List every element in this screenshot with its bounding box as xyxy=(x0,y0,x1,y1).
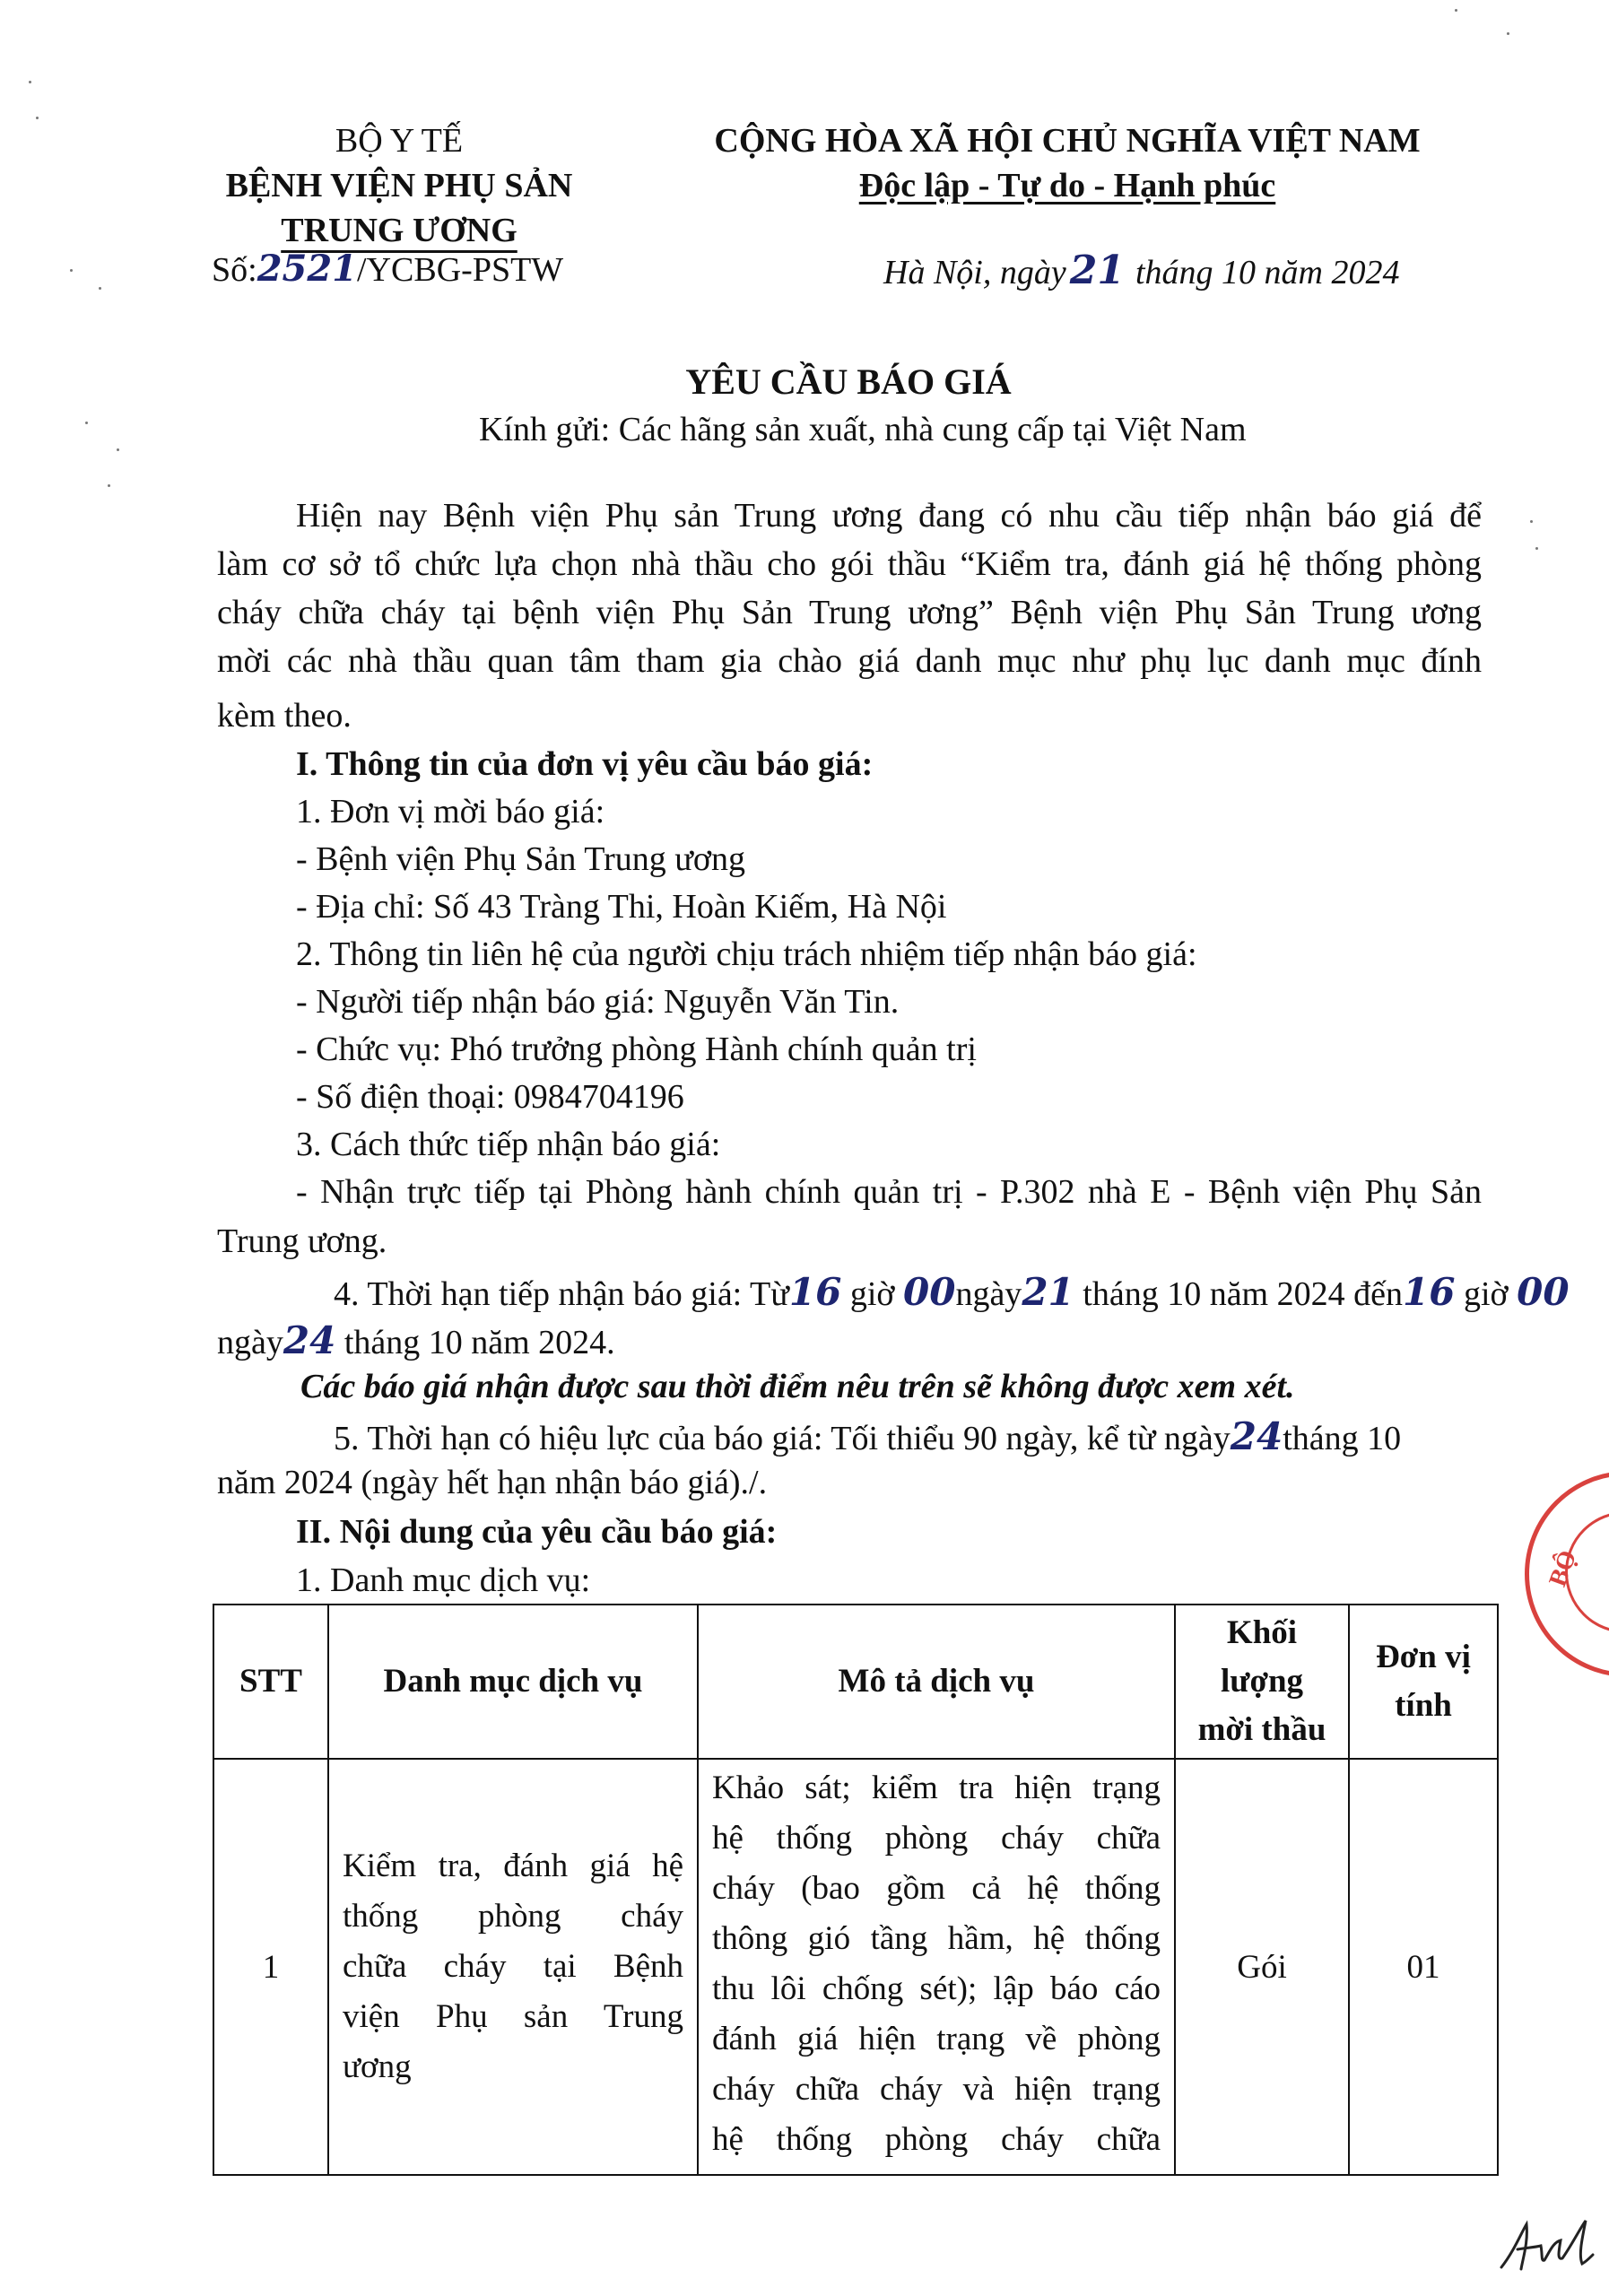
number-prefix: Số: xyxy=(212,251,257,289)
item4-hand-hour-to: 16 xyxy=(1402,1270,1456,1314)
item4-text-3: ngày xyxy=(955,1275,1022,1313)
row1-description-line: thông gió tầng hầm, hệ thống xyxy=(712,1920,1161,1957)
intro-line-2: làm cơ sở tổ chức lựa chọn nhà thầu cho gói thầu “Kiểm tra, đánh giá hệ thống phòng xyxy=(217,545,1482,583)
header-unit-line1: Đơn vị xyxy=(1376,1639,1471,1675)
document-number xyxy=(212,248,563,290)
section1-method-line2: Trung ương. xyxy=(217,1222,387,1260)
header-quantity-line1: Khối xyxy=(1226,1614,1298,1651)
intro-line-5: kèm theo. xyxy=(217,697,352,735)
header-left xyxy=(179,118,619,253)
header-quantity-line2: lượng xyxy=(1220,1663,1304,1700)
row1-description-line: thu lôi chống sét); lập báo cáo xyxy=(712,1970,1161,2007)
row1-service-line: chữa cháy tại Bệnh xyxy=(343,1948,683,1985)
row1-stt: 1 xyxy=(213,1759,328,2175)
item5-hand-day: 24 xyxy=(1230,1414,1283,1458)
intro-line-1: Hiện nay Bệnh viện Phụ sản Trung ương đang có nhu cầu tiếp nhận báo giá để xyxy=(296,497,1482,535)
item4-text-4: tháng 10 năm 2024 đến xyxy=(1074,1275,1403,1313)
header-quantity-line3: mời thầu xyxy=(1197,1711,1326,1748)
item4-hand-minute-from: 00 xyxy=(902,1270,956,1314)
table-row xyxy=(213,1759,1498,2175)
item4-text-7: tháng 10 năm 2024. xyxy=(335,1324,615,1361)
table-header-row xyxy=(213,1605,1498,1759)
row1-description-line: hệ thống phòng cháy chữa xyxy=(712,1820,1161,1857)
number-handwritten: 2521 xyxy=(257,248,358,290)
row1-description-line: Khảo sát; kiểm tra hiện trạng xyxy=(712,1770,1161,1806)
date-day-handwritten: 21 xyxy=(1069,248,1125,293)
document-title: YÊU CẦU BÁO GIÁ xyxy=(685,361,1012,402)
item4-hand-minute-to: 00 xyxy=(1517,1270,1570,1314)
stamp-inner-ring xyxy=(1565,1511,1609,1633)
header-description: Mô tả dịch vụ xyxy=(698,1605,1175,1759)
row1-service-line: Kiểm tra, đánh giá hệ xyxy=(343,1848,683,1884)
hospital-name-line1: BỆNH VIỆN PHỤ SẢN xyxy=(225,167,573,204)
handwritten-initials-signature xyxy=(1496,2215,1595,2278)
item5-text-1: 5. Thời hạn có hiệu lực của báo giá: Tối thiểu 90 ngày, kể từ ngày xyxy=(334,1420,1231,1457)
section2-item1: 1. Danh mục dịch vụ: xyxy=(296,1561,591,1599)
hospital-name-line2: TRUNG ƯƠNG xyxy=(281,212,517,249)
header-unit xyxy=(1349,1605,1498,1759)
item5-text-2: tháng 10 xyxy=(1283,1420,1402,1457)
date-prefix: Hà Nội, ngày xyxy=(883,254,1066,291)
section1-receiver: - Người tiếp nhận báo giá: Nguyễn Văn Tin. xyxy=(296,983,900,1021)
row1-description-line: hệ thống phòng cháy chữa xyxy=(712,2121,1161,2158)
section1-item2: 2. Thông tin liên hệ của người chịu trách nhiệm tiếp nhận báo giá: xyxy=(296,935,1197,973)
row1-description-line: đánh giá hiện trạng về phòng xyxy=(712,2021,1161,2057)
row1-service-line: viện Phụ sản Trung xyxy=(343,1998,683,2035)
section1-item5-line2: năm 2024 (ngày hết hạn nhận báo giá)./. xyxy=(217,1464,768,1501)
item4-hand-day-from: 21 xyxy=(1022,1270,1074,1314)
row1-service-line: thống phòng cháy xyxy=(343,1898,683,1935)
number-suffix: /YCBG-PSTW xyxy=(357,251,564,289)
row1-description-line: cháy (bao gồm cả hệ thống xyxy=(712,1870,1161,1907)
item4-text-2: giờ xyxy=(841,1275,903,1313)
section1-item1: 1. Đơn vị mời báo giá: xyxy=(296,793,605,831)
section1-item3: 3. Cách thức tiếp nhận báo giá: xyxy=(296,1126,721,1163)
place-date xyxy=(883,248,1399,293)
header-unit-line2: tính xyxy=(1395,1687,1452,1724)
header-service: Danh mục dịch vụ xyxy=(328,1605,698,1759)
red-seal-stamp xyxy=(1525,1471,1609,1677)
row1-description-line: cháy chữa cháy và hiện trạng xyxy=(712,2071,1161,2108)
section1-phone: - Số điện thoại: 0984704196 xyxy=(296,1078,684,1116)
section1-unit: - Bệnh viện Phụ Sản Trung ương xyxy=(296,840,745,878)
intro-line-4: mời các nhà thầu quan tâm tham gia chào giá danh mục như phụ lục danh mục đính xyxy=(217,642,1482,680)
header-right xyxy=(664,118,1471,208)
national-motto: Độc lập - Tự do - Hạnh phúc xyxy=(858,167,1276,204)
header-quantity xyxy=(1175,1605,1349,1759)
addressee: Kính gửi: Các hãng sản xuất, nhà cung cấp tại Việt Nam xyxy=(479,411,1247,448)
ministry-name: BỘ Y TẾ xyxy=(335,122,464,160)
row1-unit: 01 xyxy=(1349,1759,1498,2175)
section1-item5 xyxy=(334,1414,1598,1458)
row1-description xyxy=(698,1759,1175,2175)
row1-service-line: ương xyxy=(343,2048,412,2085)
section1-item4-line2 xyxy=(217,1318,1482,1362)
date-suffix: tháng 10 năm 2024 xyxy=(1135,254,1400,291)
section1-item4 xyxy=(334,1270,1598,1314)
item4-text-1: 4. Thời hạn tiếp nhận báo giá: Từ xyxy=(334,1275,789,1313)
country-name: CỘNG HÒA XÃ HỘI CHỦ NGHĨA VIỆT NAM xyxy=(714,122,1421,160)
section1-position: - Chức vụ: Phó trưởng phòng Hành chính quản trị xyxy=(296,1031,977,1068)
item4-text-5: giờ xyxy=(1455,1275,1518,1313)
item4-hand-day-to: 24 xyxy=(283,1318,336,1362)
item4-hand-hour-from: 16 xyxy=(788,1270,842,1314)
section1-method-line1: - Nhận trực tiếp tại Phòng hành chính quản trị - P.302 nhà E - Bệnh viện Phụ Sản xyxy=(296,1173,1482,1211)
service-table xyxy=(213,1604,1499,2176)
row1-quantity: Gói xyxy=(1175,1759,1349,2175)
section1-address: - Địa chỉ: Số 43 Tràng Thi, Hoàn Kiếm, Hà Nội xyxy=(296,888,947,926)
section2-heading: II. Nội dung của yêu cầu báo giá: xyxy=(296,1513,778,1551)
stamp-text: BỘ xyxy=(1544,1546,1583,1591)
item4-text-6: ngày xyxy=(217,1324,283,1361)
section1-note: Các báo giá nhận được sau thời điểm nêu trên sẽ không được xem xét. xyxy=(300,1368,1295,1405)
row1-service xyxy=(328,1759,698,2175)
intro-line-3: cháy chữa cháy tại bệnh viện Phụ Sản Trung ương” Bệnh viện Phụ Sản Trung ương xyxy=(217,594,1482,631)
header-stt: STT xyxy=(213,1605,328,1759)
section1-heading: I. Thông tin của đơn vị yêu cầu báo giá: xyxy=(296,745,874,783)
